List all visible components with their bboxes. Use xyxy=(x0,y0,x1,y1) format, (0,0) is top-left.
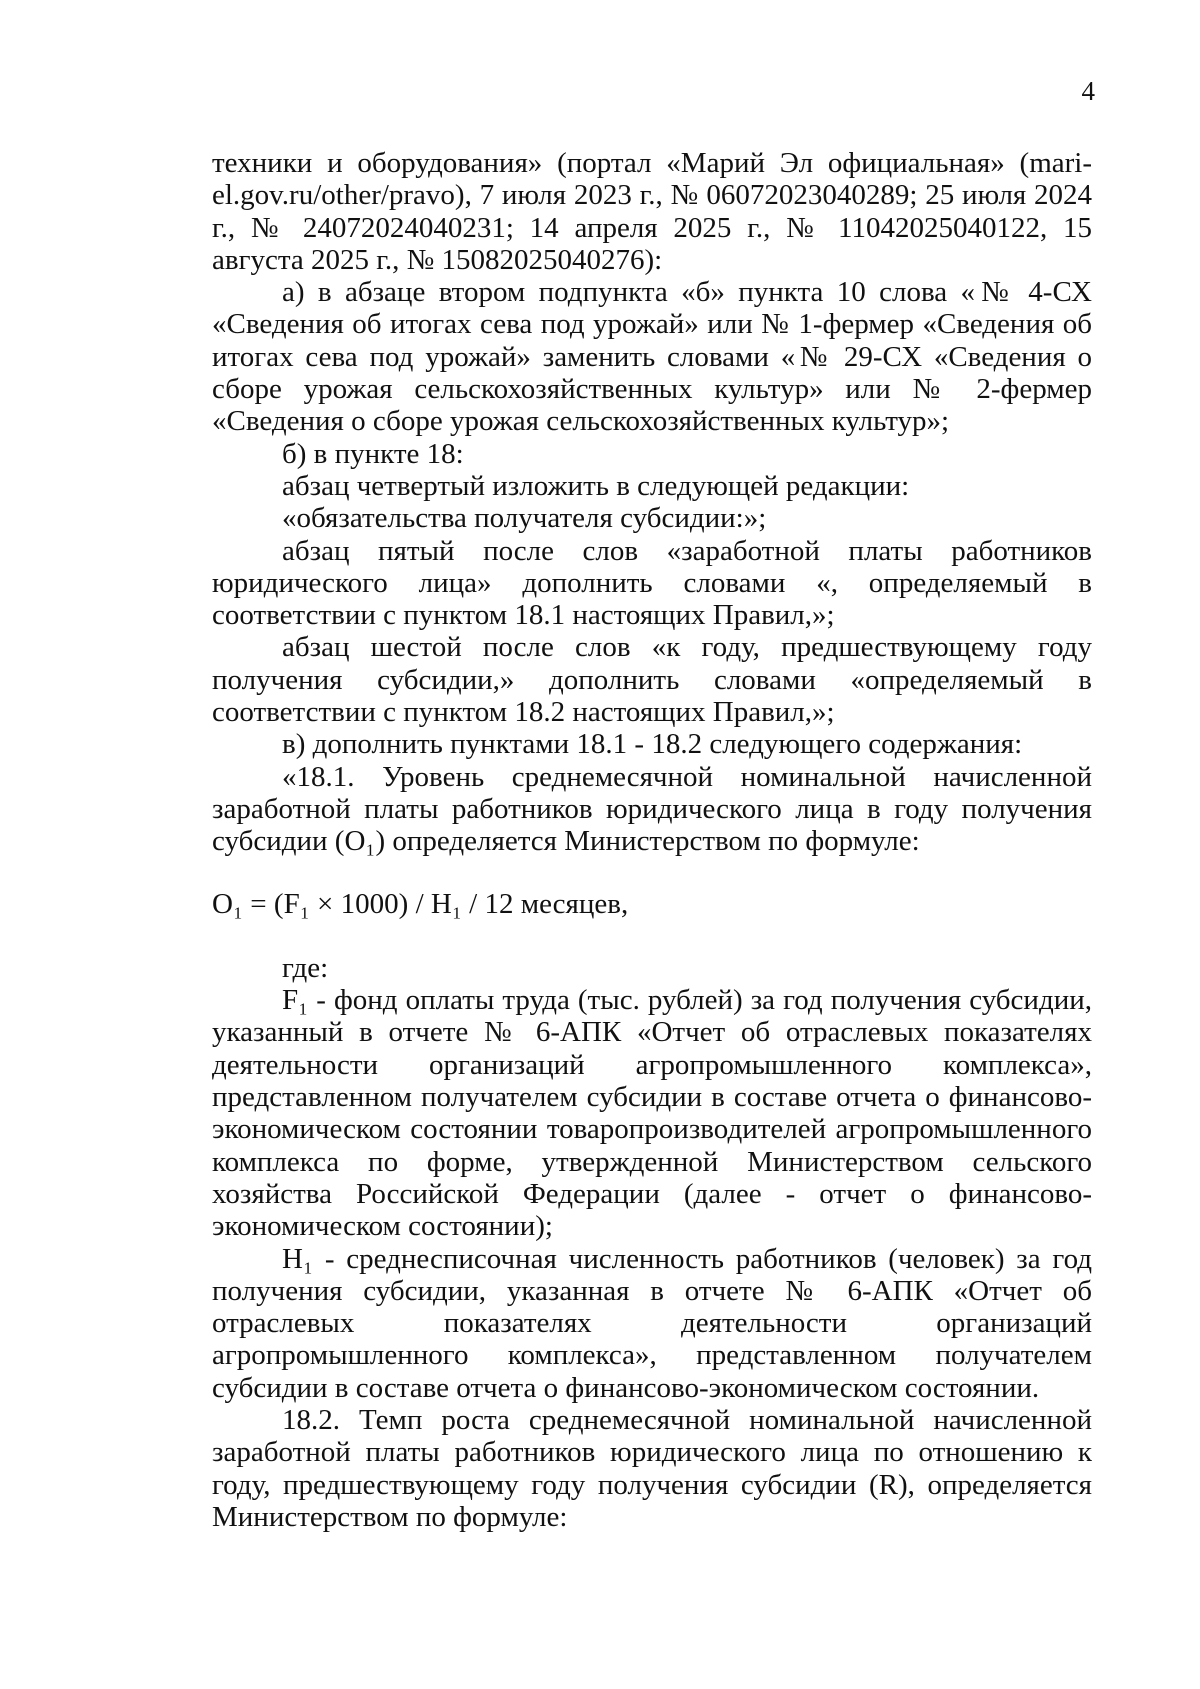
document-body xyxy=(212,147,1092,1533)
paragraph-subitem-v: в) дополнить пунктами 18.1 - 18.2 следующего содержания: xyxy=(282,728,1023,761)
page-number: 4 xyxy=(1081,76,1095,106)
paragraph-sixth-abzac: абзац шестой после слов «к году, предшествующему году получения субсидии,» дополнить словами «определяемый в соответствии с пунктом 18.2 настоящих Правил,»; xyxy=(212,631,1092,729)
formula-o1: О₁ = (F₁ × 1000) / Н₁ / 12 месяцев, xyxy=(212,887,629,920)
paragraph-fourth-abzac: абзац четвертый изложить в следующей редакции: xyxy=(282,469,910,502)
paragraph-item-18-2: 18.2. Темп роста среднемесячной номинальной начисленной заработной платы работников юридического лица по отношению к году, предшествующему году получения субсидии (R), определяется Министерством по формуле: xyxy=(212,1403,1092,1533)
paragraph-subitem-b: б) в пункте 18: xyxy=(282,437,464,470)
paragraph-h1-definition: Н₁ - среднесписочная численность работников (человек) за год получения субсидии, указанная в отчете № 6-АПК «Отчет об отраслевых показателях деятельности организаций агропромышленного комплекса», представленном получателем субсидии в составе отчета о финансово-экономическом состоянии. xyxy=(212,1242,1092,1404)
paragraph-obligations: «обязательства получателя субсидии:»; xyxy=(282,502,767,535)
paragraph-f1-definition: F₁ - фонд оплаты труда (тыс. рублей) за год получения субсидии, указанный в отчете № 6-АПК «Отчет об отраслевых показателях деятельности организаций агропромышленного комплекса», представленном получателем субсидии в составе отчета о финансово-экономическом состоянии товаропроизводителей агропромышленного комплекса по форме, утвержденной Министерством сельского хозяйства Российской Федерации (далее - отчет о финансово-экономическом состоянии); xyxy=(212,984,1092,1243)
paragraph-subitem-a: а) в абзаце втором подпункта «б» пункта 10 слова «№ 4-СХ «Сведения об итогах сева под урожай» или № 1-фермер «Сведения об итогах сева под урожай» заменить словами «№ 29-СХ «Сведения о сборе урожая сельскохозяйственных культур» или № 2-фермер «Сведения о сборе урожая сельскохозяйственных культур»; xyxy=(212,276,1092,438)
paragraph-intro-continuation: техники и оборудования» (портал «Марий Эл официальная» (mari-el.gov.ru/other/pravo), 7 июля 2023 г., № 06072023040289; 25 июля 2024 г., № 24072024040231; 14 апреля 2025 г., № 11042025040122, 15 августа 2025 г., № 15082025040276): xyxy=(212,147,1092,276)
paragraph-item-18-1: «18.1. Уровень среднемесячной номинальной начисленной заработной платы работников юридического лица в году получения субсидии (О₁) определяется Министерством по формуле: xyxy=(212,760,1092,858)
paragraph-where: где: xyxy=(282,951,329,984)
paragraph-fifth-abzac: абзац пятый после слов «заработной платы работников юридического лица» дополнить словами «, определяемый в соответствии с пунктом 18.1 настоящих Правил,»; xyxy=(212,534,1092,632)
